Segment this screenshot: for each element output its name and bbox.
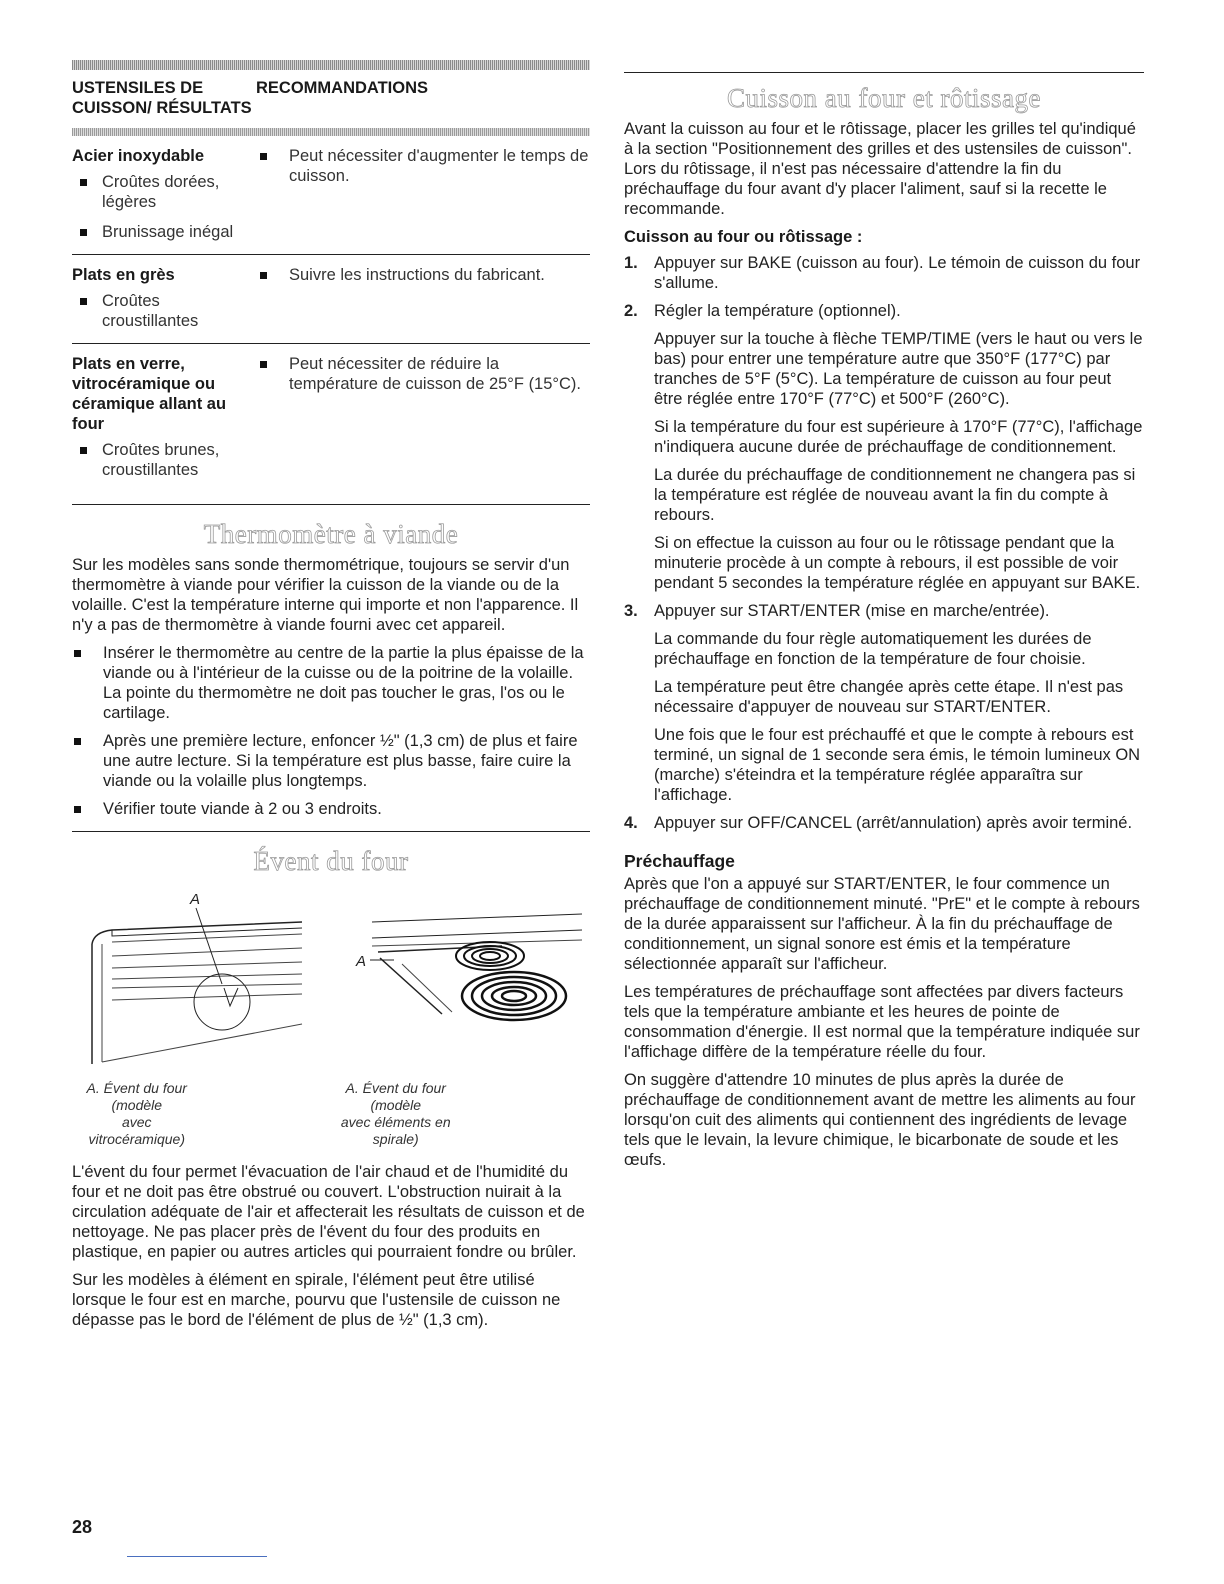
list-item: Après une première lecture, enfoncer ½" (1,3 cm) de plus et faire une autre lecture. Si la température est plus basse, faire cuire la viande ou la volaille plus longtemps. <box>72 731 590 791</box>
preheat-paragraph: Les températures de préchauffage sont affectées par divers facteurs tels que la température ambiante et les heures de pointe de consommation d'énergie. Il est normal que la température indiquée sur l'affichage diffère de la température réelle du four. <box>624 983 1140 1061</box>
bullet-square-icon <box>74 738 81 745</box>
row-material: Acier inoxydable <box>72 147 205 165</box>
row-recommendation: Peut nécessiter de réduire la température de cuisson de 25°F (15°C). <box>256 354 590 394</box>
step-item: 3. Appuyer sur START/ENTER (mise en marche/entrée). La commande du four règle automatiquement les durées de préchauffage en fonction de la température de four choisie. La température peut être changée après cette étape. Il n'est pas nécessaire d'appuyer de nouveau sur START/ENTER. Une fois que le four est préchauffé et que le compte à rebours est terminé, un signal de 1 seconde sera émis, le témoin lumineux ON (marche) s'éteindra et la température réglée apparaîtra sur l'affichage. <box>624 602 1141 804</box>
label-a: A <box>190 891 201 908</box>
section-divider <box>624 72 1144 73</box>
bullet-square-icon <box>80 229 87 236</box>
list-item: Vérifier toute viande à 2 ou 3 endroits. <box>72 799 590 819</box>
baking-title: Cuisson au four et rôtissage <box>727 83 1041 113</box>
coil-element-small <box>456 942 524 970</box>
baking-subtitle: Cuisson au four ou rôtissage : <box>624 228 863 246</box>
bullet-square-icon <box>80 298 87 305</box>
list-item: Insérer le thermomètre au centre de la partie la plus épaisse de la viande ou à l'intérieur de la cuisse ou de la poitrine de la volaille. La pointe du thermomètre ne doit pas toucher le gras, l'os ou le cartilage. <box>72 643 590 723</box>
caption-left: A. Évent du four (modèle avec vitrocéramique) <box>86 1080 187 1147</box>
vent-captions <box>72 1080 590 1148</box>
vent-paragraph: Sur les modèles à élément en spirale, l'élément peut être utilisé lorsque le four est en marche, pourvu que l'ustensile de cuisson ne dépasse pas le bord de l'élément de plus de ½" (1,3 cm). <box>72 1271 561 1329</box>
vent-figures <box>72 884 590 1080</box>
label-a: A <box>356 953 367 970</box>
preheat-title: Préchauffage <box>624 851 735 871</box>
table-header <box>72 78 590 118</box>
bullet-square-icon <box>74 806 81 813</box>
table-row <box>72 344 590 505</box>
table-header-col1: USTENSILES DE CUISSON/ RÉSULTATS <box>72 79 252 117</box>
caption-right: A. Évent du four (modèle avec éléments en spirale) <box>340 1080 451 1147</box>
table-row <box>72 136 590 255</box>
vent-title: Évent du four <box>253 846 409 876</box>
bullet-square-icon <box>80 447 87 454</box>
footer-line <box>127 1556 267 1557</box>
coil-element-large <box>462 972 566 1020</box>
step-item: 4. Appuyer sur OFF/CANCEL (arrêt/annulation) après avoir terminé. <box>624 814 1133 832</box>
vent-illustration-ceramic <box>72 884 312 1080</box>
bullet-square-icon <box>74 650 81 657</box>
preheat-paragraph: Après que l'on a appuyé sur START/ENTER, le four commence un préchauffage de conditionnement minuté. "PrE" et le compte à rebours de la durée apparaissent sur l'afficheur. À la fin du préchauffage de conditionnement, un signal sonore est émis et la température sélectionnée apparaît sur l'afficheur. <box>624 875 1140 973</box>
baking-intro: Avant la cuisson au four et le rôtissage, placer les grilles tel qu'indiqué à la section "Positionnement des grilles et des ustensiles de cuisson". Lors du rôtissage, il n'est pas nécessaire d'attendre la fin du préchauffage du four avant d'y placer l'aliment, sauf si la recette le recommande. <box>624 120 1136 218</box>
table-top-rule <box>72 60 590 70</box>
table-header-col2: RECOMMANDATIONS <box>256 79 429 97</box>
result-item: Brunissage inégal <box>72 222 256 242</box>
thermometer-intro: Sur les modèles sans sonde thermométrique, toujours se servir d'un thermomètre à viande pour vérifier la cuisson de la viande ou de la volaille. C'est la température interne qui importe et non l'apparence. Il n'y a pas de thermomètre à viande fourni avec cet appareil. <box>72 556 579 634</box>
table-row <box>72 255 590 344</box>
bullet-square-icon <box>260 361 267 368</box>
right-column <box>624 60 1144 1178</box>
result-item: Croûtes dorées, légères <box>72 172 256 212</box>
thermometer-title: Thermomètre à viande <box>203 519 459 549</box>
vent-paragraph: L'évent du four permet l'évacuation de l'air chaud et de l'humidité du four et ne doit pas être obstrué ou couvert. L'obstruction nuirait à la circulation adéquate de l'air et affecterait les résultats de cuisson et de nettoyage. Ne pas placer près de l'évent du four des produits en plastique, en papier ou autres articles qui pourraient fondre ou brûler. <box>72 1163 585 1261</box>
preheat-paragraph: On suggère d'attendre 10 minutes de plus après la durée de préchauffage de conditionnement avant de mettre les aliments au four lorsqu'on cuit des aliments qui contiennent des ingrédients de levage tels que le levain, la levure chimique, le bicarbonate de soude et les œufs. <box>624 1071 1136 1169</box>
thermometer-bullets <box>72 643 590 819</box>
row-recommendation: Peut nécessiter d'augmenter le temps de cuisson. <box>256 146 590 186</box>
bullet-square-icon <box>260 272 267 279</box>
bullet-square-icon <box>80 179 87 186</box>
step-item: 2. Régler la température (optionnel). Appuyer sur la touche à flèche TEMP/TIME (vers le haut ou vers le bas) pour entrer une température autre que 350°F (177°C) par tranches de 5°F (5°C). La température de cuisson au four peut être réglée entre 170°F (77°C) et 500°F (260°C). Si la température du four est supérieure à 170°F (77°C), l'affichage n'indiquera aucune durée de préchauffage de conditionnement. La durée du préchauffage de conditionnement ne changera pas si la température est réglée de nouveau avant la fin du compte à rebours. Si on effectue la cuisson au four ou le rôtissage pendant que la minuterie procède à un compte à rebours, il est possible de voir pendant 5 secondes la température réglée en appuyant sur BAKE. <box>624 302 1143 592</box>
page-number: 28 <box>72 1517 93 1537</box>
result-item: Croûtes brunes, croustillantes <box>72 440 256 480</box>
vent-illustration-coil <box>342 884 582 1080</box>
step-item: 1. Appuyer sur BAKE (cuisson au four). Le témoin de cuisson du four s'allume. <box>624 254 1141 292</box>
section-divider <box>72 831 590 832</box>
table-header-rule <box>72 128 590 136</box>
row-material: Plats en verre, vitrocéramique ou céramique allant au four <box>72 355 227 433</box>
result-item: Croûtes croustillantes <box>72 291 256 331</box>
bullet-square-icon <box>260 153 267 160</box>
left-column <box>72 60 590 1338</box>
row-recommendation: Suivre les instructions du fabricant. <box>256 265 590 285</box>
row-material: Plats en grès <box>72 266 175 284</box>
